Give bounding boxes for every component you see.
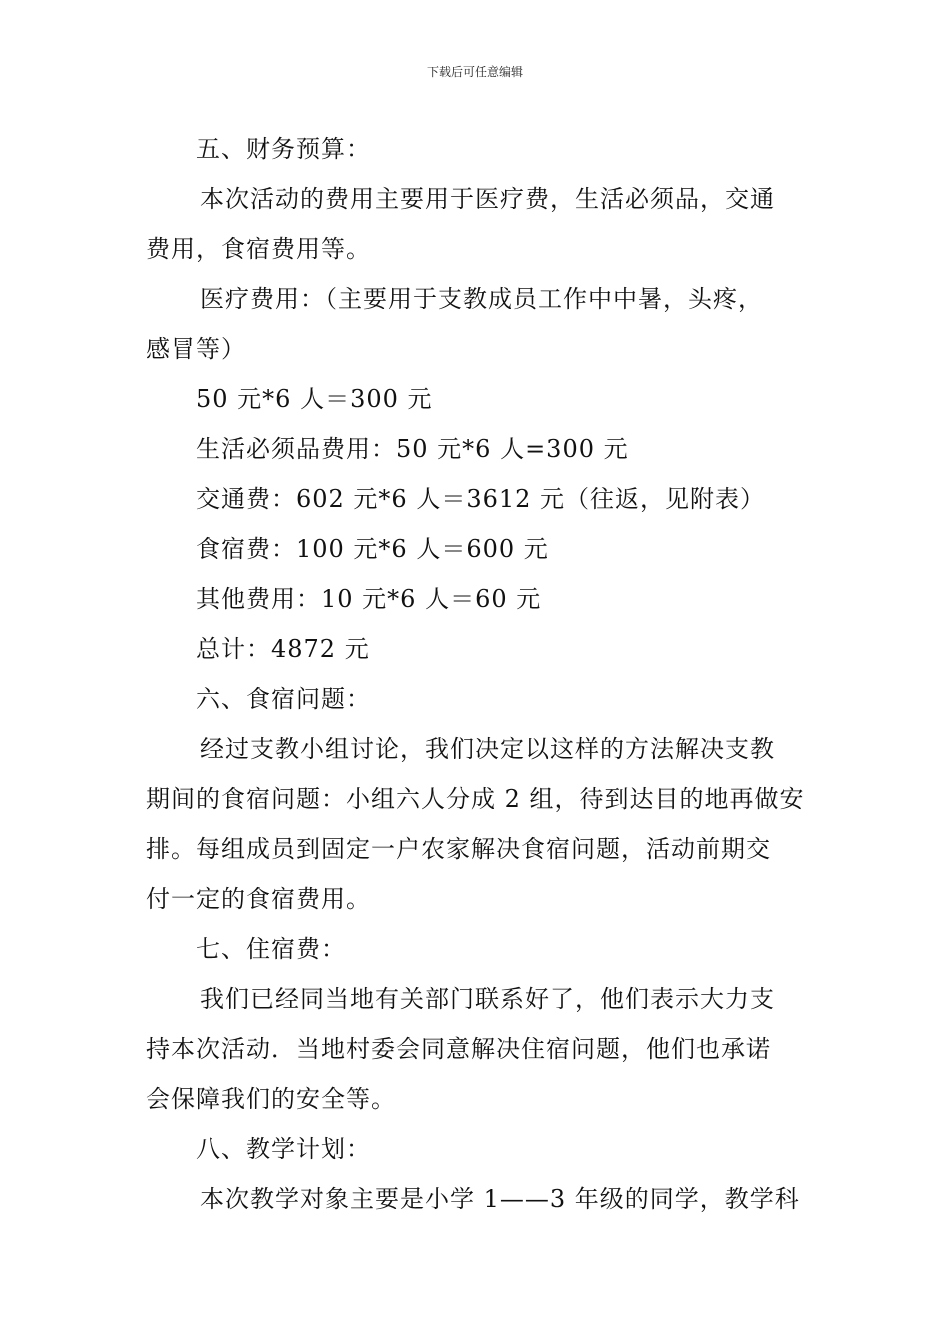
section-heading-budget: 五、财务预算：: [196, 135, 371, 163]
paragraph-line: 费用，食宿费用等。: [146, 235, 371, 263]
paragraph-line: 会保障我们的安全等。: [146, 1085, 396, 1113]
paragraph-line: 本次活动的费用主要用于医疗费，生活必须品，交通: [200, 185, 775, 213]
page-header: 下载后可任意编辑: [426, 65, 523, 79]
section-heading-teaching: 八、教学计划：: [196, 1135, 371, 1163]
paragraph-line: 经过支教小组讨论，我们决定以这样的方法解决支教: [200, 735, 775, 763]
paragraph-line: 本次教学对象主要是小学 1——3 年级的同学，教学科: [200, 1185, 800, 1213]
paragraph-line: 感冒等）: [146, 335, 246, 363]
paragraph-line: 我们已经同当地有关部门联系好了，他们表示大力支: [200, 985, 775, 1013]
paragraph-line: 付一定的食宿费用。: [146, 885, 371, 913]
section-heading-lodging: 七、住宿费：: [196, 935, 346, 963]
budget-item-board: 食宿费：100 元*6 人＝600 元: [196, 535, 549, 563]
budget-item-transport: 交通费：602 元*6 人＝3612 元（往返，见附表）: [196, 485, 766, 513]
paragraph-line: 医疗费用：（主要用于支教成员工作中中暑，头疼，: [200, 285, 763, 313]
paragraph-line: 排。每组成员到固定一户农家解决食宿问题，活动前期交: [146, 835, 771, 863]
budget-item-necessities: 生活必须品费用：50 元*6 人=300 元: [196, 435, 629, 463]
paragraph-line: 持本次活动．当地村委会同意解决住宿问题，他们也承诺: [146, 1035, 771, 1063]
paragraph-line: 期间的食宿问题：小组六人分成 2 组，待到达目的地再做安: [146, 785, 805, 813]
budget-item-other: 其他费用：10 元*6 人＝60 元: [196, 585, 542, 613]
budget-item-medical: 50 元*6 人＝300 元: [196, 385, 433, 413]
section-heading-board: 六、食宿问题：: [196, 685, 371, 713]
budget-total: 总计：4872 元: [196, 635, 370, 663]
